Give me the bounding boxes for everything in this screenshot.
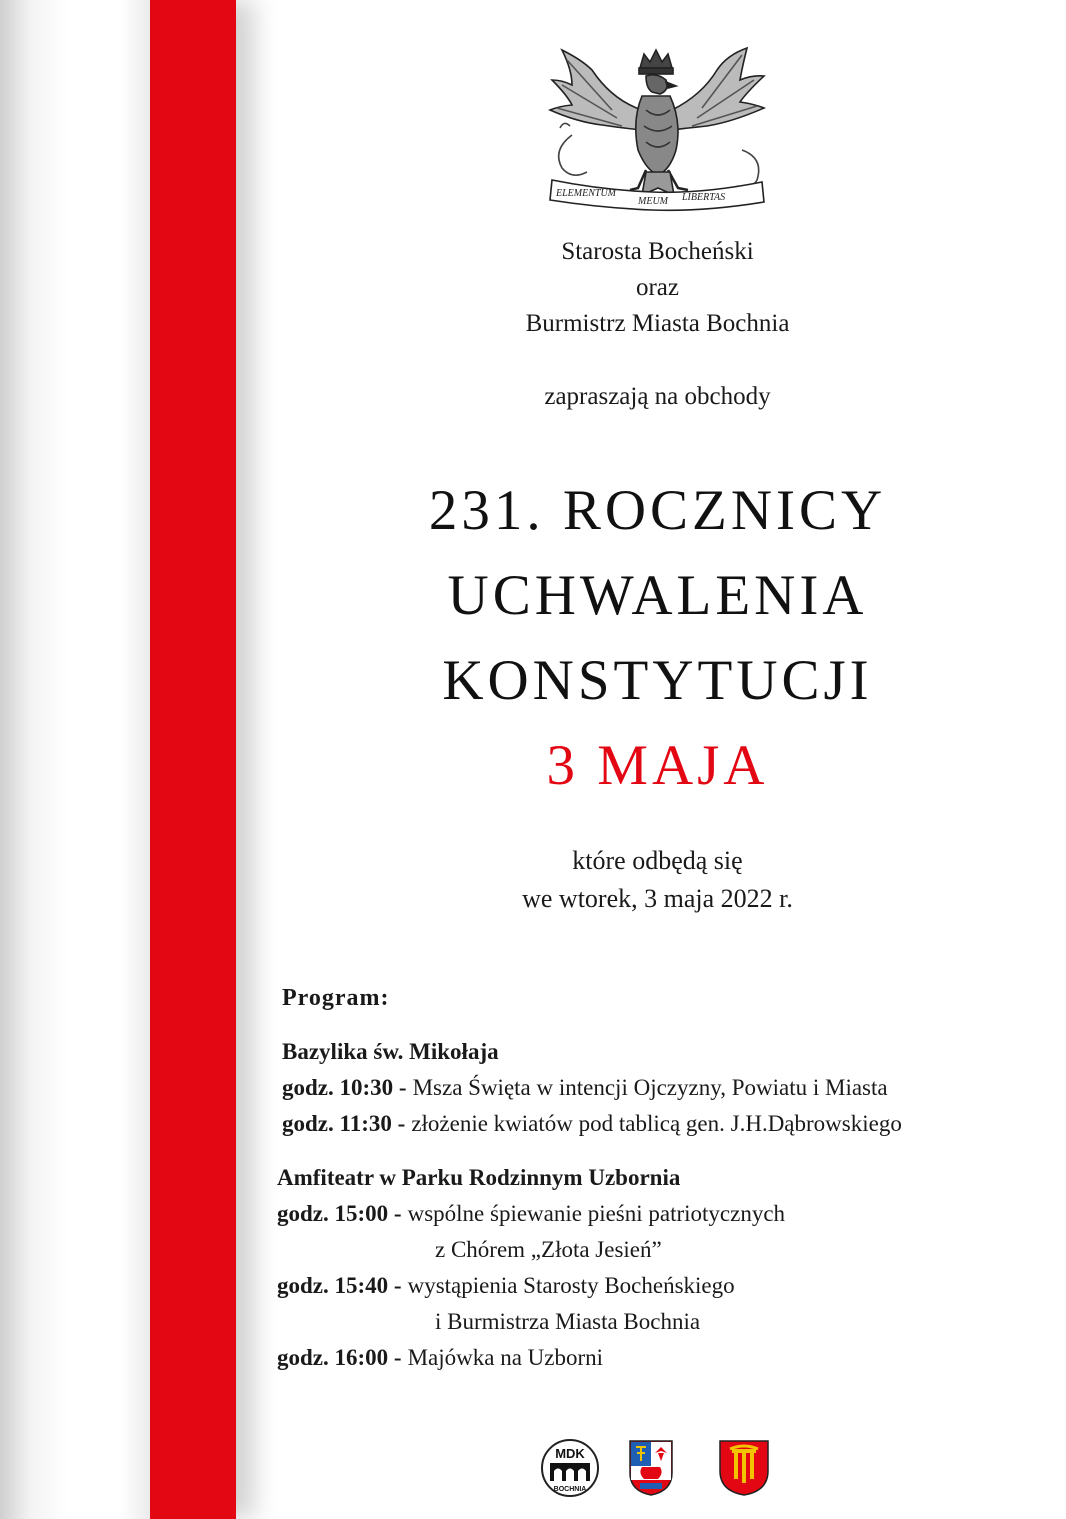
white-stripe <box>0 0 150 1519</box>
svg-text:LIBERTAS: LIBERTAS <box>682 192 726 203</box>
svg-text:ELEMENTUM: ELEMENTUM <box>556 188 616 199</box>
city-crest-icon <box>718 1439 770 1497</box>
program-item <box>282 1106 1052 1142</box>
intro-line-3: Burmistrz Miasta Bochnia <box>525 310 790 337</box>
intro-line-1: Starosta Bocheński <box>561 238 754 265</box>
program-text: Majówka na Uzborni <box>407 1345 604 1370</box>
venue-group-amphitheatre <box>277 1160 1052 1376</box>
date-line-2: we wtorek, 3 maja 2022 r. <box>522 884 793 913</box>
title-line-1: 231. ROCZNICY <box>428 479 887 542</box>
svg-text:MEUM: MEUM <box>638 196 668 207</box>
county-crest-icon <box>628 1439 674 1497</box>
program-time: godz. 10:30 - <box>282 1075 407 1100</box>
eagle-emblem-icon <box>542 40 772 215</box>
svg-text:BOCHNIA: BOCHNIA <box>553 1486 587 1493</box>
program-time: godz. 11:30 - <box>282 1111 406 1136</box>
program-text: wystąpienia Starosty Bocheńskiego <box>407 1273 735 1298</box>
program-time: godz. 16:00 - <box>277 1345 402 1370</box>
program-text: wspólne śpiewanie pieśni patriotycznych <box>407 1201 786 1226</box>
sponsor-logos <box>540 1438 780 1498</box>
program-text: złożenie kwiatów pod tablicą gen. J.H.Dąbrowskiego <box>411 1111 902 1136</box>
venue-amphitheatre: Amfiteatr w Parku Rodzinnym Uzbornia <box>277 1165 681 1190</box>
program-item <box>277 1196 1052 1232</box>
intro-line-2: oraz <box>635 274 680 301</box>
title-line-2: UCHWALENIA <box>447 564 868 627</box>
mdk-logo-icon <box>540 1438 600 1498</box>
date-block <box>300 842 1015 918</box>
invite-text: zapraszają na obchody <box>544 383 771 410</box>
program-text: Msza Święta w intencji Ojczyzny, Powiatu i Miasta <box>412 1075 888 1100</box>
program-item <box>277 1340 1052 1376</box>
program-text-continued: z Chórem „Złota Jesień” <box>435 1237 662 1262</box>
title-line-3: KONSTYTUCJI <box>442 649 873 712</box>
program-item <box>282 1070 1052 1106</box>
main-title <box>300 468 1015 808</box>
red-stripe <box>150 0 236 1519</box>
intro-block <box>300 234 1015 342</box>
program-text-continued: i Burmistrza Miasta Bochnia <box>435 1309 701 1334</box>
program-heading: Program: <box>282 985 390 1011</box>
program-time: godz. 15:00 - <box>277 1201 402 1226</box>
title-line-4: 3 MAJA <box>546 734 769 797</box>
venue-basilica: Bazylika św. Mikołaja <box>282 1039 499 1064</box>
date-line-1: które odbędą się <box>572 846 743 875</box>
svg-text:MDK: MDK <box>555 1446 585 1461</box>
program-section <box>277 985 1052 1376</box>
program-time: godz. 15:40 - <box>277 1273 402 1298</box>
program-item <box>277 1268 1052 1304</box>
